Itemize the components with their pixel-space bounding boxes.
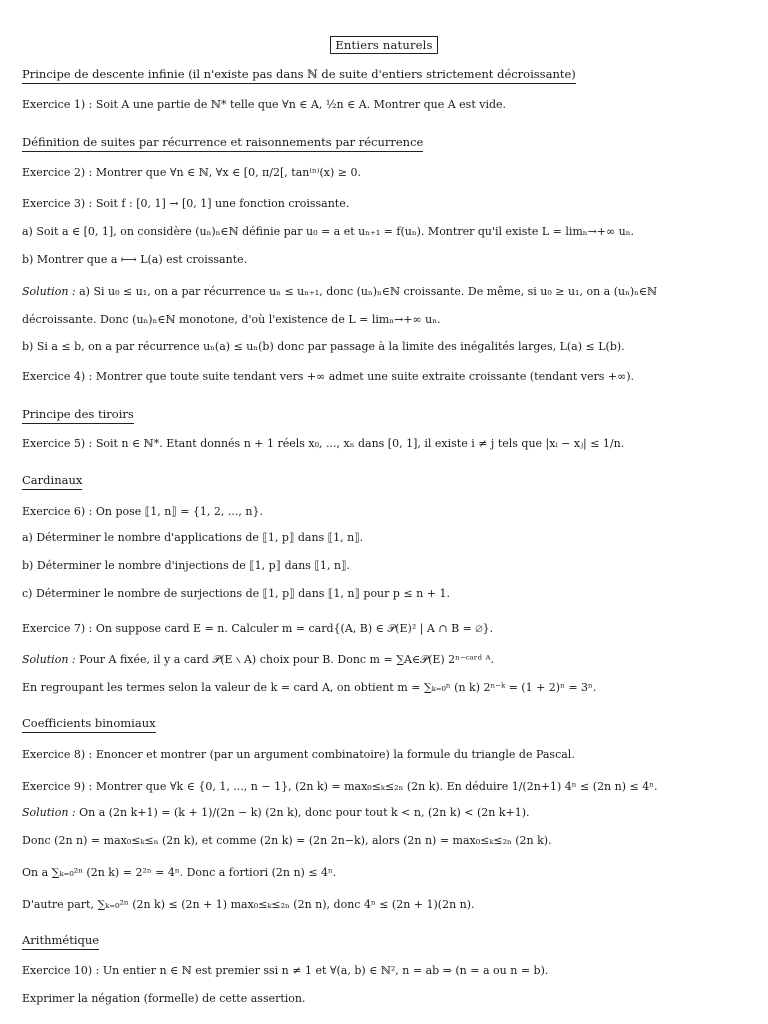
exercise-3b: b) Montrer que a ⟼ L(a) est croissante. [22, 253, 248, 266]
exercise-1 [22, 98, 738, 112]
solution-7-cont: En regroupant les termes selon la valeur de k = card A, on obtient m = ∑ₖ₌₀ⁿ (n k) 2ⁿ⁻ᵏ = (1 + 2)ⁿ = 3ⁿ. [22, 681, 597, 694]
exercise-label: Exercice 9) : [22, 780, 93, 793]
section-heading-tiroirs: Principe des tiroirs [22, 407, 134, 424]
exercise-label: Exercice 6) : [22, 505, 93, 518]
exercise-label: Exercice 3) : [22, 197, 93, 210]
exercise-label: Exercice 8) : [22, 748, 93, 761]
exercise-4 [22, 370, 738, 384]
exercise-label: Exercice 5) : [22, 437, 93, 450]
exercise-9 [22, 780, 738, 794]
exercise-text: Soit f : [0, 1] → [0, 1] une fonction croissante. [95, 197, 350, 210]
exercise-text: Montrer que ∀n ∈ ℕ, ∀x ∈ [0, π/2[, tan⁽ⁿ⁾(x) ≥ 0. [95, 166, 361, 179]
exercise-text: On suppose card E = n. Calculer m = card{(A, B) ∈ 𝒫(E)² | A ∩ B = ∅}. [95, 622, 494, 635]
solution-7 [22, 653, 738, 667]
solution-9-line3: On a ∑ₖ₌₀²ⁿ (2n k) = 2²ⁿ = 4ⁿ. Donc a fortiori (2n n) ≤ 4ⁿ. [22, 866, 337, 879]
exercise-3a: a) Soit a ∈ [0, 1], on considère (uₙ)ₙ∈ℕ définie par u₀ = a et uₙ₊₁ = f(uₙ). Montrer qu'il existe L = limₙ→+∞ uₙ. [22, 225, 634, 238]
document-title: Entiers naturels [330, 36, 437, 54]
solution-text: Pour A fixée, il y a card 𝒫(E ∖ A) choix pour B. Donc m = ∑A∈𝒫(E) 2ⁿ⁻ᶜᵃʳᵈ ᴬ. [79, 653, 495, 666]
solution-text: On a (2n k+1) = (k + 1)/(2n − k) (2n k), donc pour tout k < n, (2n k) < (2n k+1). [79, 806, 530, 819]
exercise-8 [22, 748, 738, 762]
exercise-text: Un entier n ∈ ℕ est premier ssi n ≠ 1 et ∀(a, b) ∈ ℕ², n = ab ⇒ (n = a ou n = b). [102, 964, 549, 977]
exercise-text: Montrer que ∀k ∈ {0, 1, ..., n − 1}, (2n k) = max₀≤ₖ≤₂ₙ (2n k). En déduire 1/(2n+1) 4ⁿ ≤ (2n n) ≤ 4ⁿ. [95, 780, 658, 793]
exercise-5 [22, 437, 738, 451]
solution-9-line2: Donc (2n n) = max₀≤ₖ≤ₙ (2n k), et comme (2n k) = (2n 2n−k), alors (2n n) = max₀≤ₖ≤₂ₙ (2n k). [22, 834, 552, 847]
section-heading-recurrence: Définition de suites par récurrence et raisonnements par récurrence [22, 135, 423, 152]
solution-3a-cont: décroissante. Donc (uₙ)ₙ∈ℕ monotone, d'où l'existence de L = limₙ→+∞ uₙ. [22, 313, 441, 326]
section-heading-binomiaux: Coefficients binomiaux [22, 716, 156, 733]
solution-9-line4: D'autre part, ∑ₖ₌₀²ⁿ (2n k) ≤ (2n + 1) max₀≤ₖ≤₂ₙ (2n n), donc 4ⁿ ≤ (2n + 1)(2n n). [22, 898, 475, 911]
solution-9 [22, 806, 738, 820]
exercise-text: Montrer que toute suite tendant vers +∞ admet une suite extraite croissante (tendant vers +∞). [95, 370, 635, 383]
exercise-3 [22, 197, 738, 211]
section-heading-arithmetique: Arithmétique [22, 933, 99, 950]
solution-3a [22, 285, 738, 299]
exercise-10-cont: Exprimer la négation (formelle) de cette assertion. [22, 992, 306, 1005]
exercise-text: Soit A une partie de ℕ* telle que ∀n ∈ A, ½n ∈ A. Montrer que A est vide. [95, 98, 507, 111]
exercise-label: Exercice 10) : [22, 964, 100, 977]
exercise-label: Exercice 7) : [22, 622, 93, 635]
exercise-text: On pose ⟦1, n⟧ = {1, 2, ..., n}. [95, 505, 263, 518]
exercise-6c: c) Déterminer le nombre de surjections de ⟦1, p⟧ dans ⟦1, n⟧ pour p ≤ n + 1. [22, 587, 450, 600]
solution-text: a) Si u₀ ≤ u₁, on a par récurrence uₙ ≤ uₙ₊₁, donc (uₙ)ₙ∈ℕ croissante. De même, si u₀ ≥ u₁, on a (uₙ)ₙ∈ℕ [79, 285, 658, 298]
exercise-label: Exercice 1) : [22, 98, 93, 111]
section-heading-cardinaux: Cardinaux [22, 473, 82, 490]
exercise-2 [22, 166, 738, 180]
exercise-6b: b) Déterminer le nombre d'injections de ⟦1, p⟧ dans ⟦1, n⟧. [22, 559, 350, 572]
exercise-6a: a) Déterminer le nombre d'applications de ⟦1, p⟧ dans ⟦1, n⟧. [22, 531, 364, 544]
section-heading-descente: Principe de descente infinie (il n'existe pas dans ℕ de suite d'entiers strictement décroissante) [22, 67, 576, 84]
exercise-label: Exercice 4) : [22, 370, 93, 383]
exercise-10 [22, 964, 738, 978]
exercise-text: Soit n ∈ ℕ*. Etant donnés n + 1 réels x₀, ..., xₙ dans [0, 1], il existe i ≠ j tels que |xᵢ − xⱼ| ≤ 1/n. [95, 437, 625, 450]
title-container [0, 36, 768, 54]
solution-label: Solution : [22, 285, 76, 298]
exercise-7 [22, 622, 738, 636]
solution-label: Solution : [22, 806, 76, 819]
solution-3b: b) Si a ≤ b, on a par récurrence uₙ(a) ≤ uₙ(b) donc par passage à la limite des inégalités larges, L(a) ≤ L(b). [22, 340, 625, 353]
exercise-text: Enoncer et montrer (par un argument combinatoire) la formule du triangle de Pascal. [95, 748, 575, 761]
exercise-label: Exercice 2) : [22, 166, 93, 179]
solution-label: Solution : [22, 653, 76, 666]
exercise-6 [22, 505, 738, 519]
